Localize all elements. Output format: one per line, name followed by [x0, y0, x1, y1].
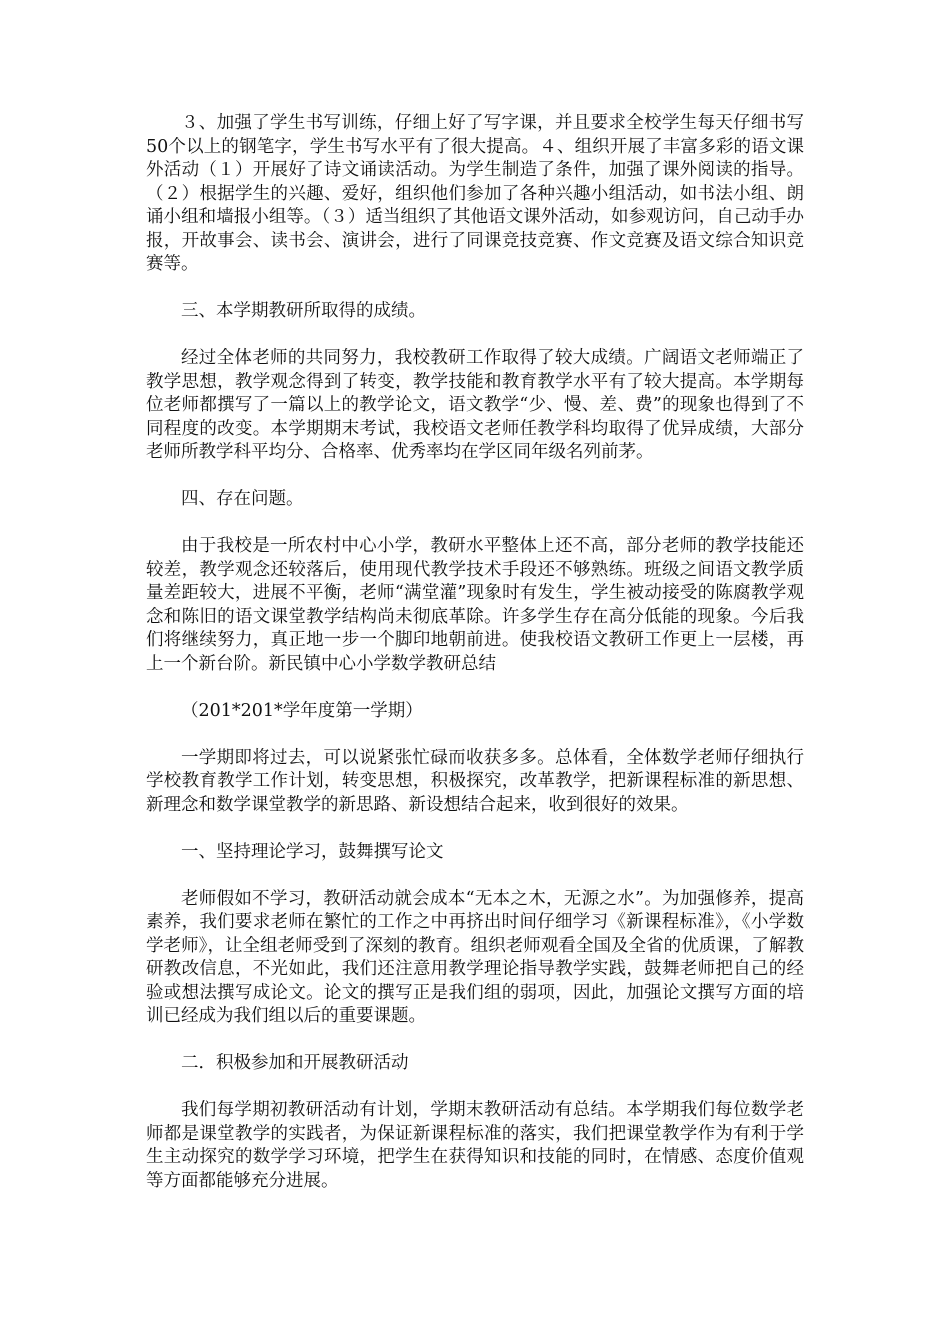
paragraph-theory-study: 老师假如不学习，教研活动就会成本“无本之木，无源之水”。为加强修养，提高素养，我们要求老师在繁忙的工作之中再挤出时间仔细学习《新课程标准》，《小学数学老师》，让全组老师受到了深刻的教育。组织老师观看全国及全省的优质课，了解教研教改信息，不光如此，我们还注意用教学理论指导教学实践，鼓舞老师把自己的经验或想法撰写成论文。论文的撰写正是我们组的弱项，因此，加强论文撰写方面的培训已经成为我们组以后的重要课题。: [146, 888, 804, 1026]
paragraph-writing-training: ３、加强了学生书写训练，仔细上好了写字课，并且要求全校学生每天仔细书写50个以上的钢笔字，学生书写水平有了很大提高。４、组织开展了丰富多彩的语文课外活动（１）开展好了诗文诵读活动。为学生制造了条件，加强了课外阅读的指导。（２）根据学生的兴趣、爱好，组织他们参加了各种兴趣小组活动，如书法小组、朗诵小组和墙报小组等。（３）适当组织了其他语文课外活动，如参观访问，自己动手办报，开故事会、读书会、演讲会，进行了同课竞技竞赛、作文竞赛及语文综合知识竞赛等。: [146, 113, 804, 274]
paragraph-math-summary: 一学期即将过去，可以说紧张忙碌而收获多多。总体看，全体数学老师仔细执行学校教育教学工作计划，转变思想，积极探究，改革教学，把新课程标准的新思想、新理念和数学课堂教学的新思路、新设想结合起来，收到很好的效果。: [146, 747, 804, 815]
section-heading-theory-study: 一、坚持理论学习，鼓舞撰写论文: [181, 841, 444, 862]
paragraph-problems: 由于我校是一所农村中心小学，教研水平整体上还不高，部分老师的教学技能还较差，教学观念还较落后，使用现代教学技术手段还不够熟练。班级之间语文教学质量差距较大，进展不平衡，老师“满堂灌”现象时有发生，学生被动接受的陈腐教学观念和陈旧的语文课堂教学结构尚未彻底革除。许多学生存在高分低能的现象。今后我们将继续努力，真正地一步一个脚印地朝前进。使我校语文教研工作更上一层楼，再上一个新台阶。新民镇中心小学数学教研总结: [146, 536, 804, 674]
paragraph-research-activities: 我们每学期初教研活动有计划，学期末教研活动有总结。本学期我们每位数学老师都是课堂教学的实践者，为保证新课程标准的落实，我们把课堂教学作为有利于学生主动探究的数学学习环境，把学生在获得知识和技能的同时，在情感、态度价值观等方面都能够充分进展。: [146, 1100, 804, 1191]
section-heading-problems: 四、存在问题。: [181, 489, 304, 509]
document-page: [146, 112, 804, 1217]
term-subtitle: （201*201*学年度第一学期）: [181, 700, 423, 721]
section-heading-achievements: 三、本学期教研所取得的成绩。: [181, 301, 426, 321]
section-heading-research-activities: 二．积极参加和开展教研活动: [181, 1053, 409, 1073]
paragraph-achievements: 经过全体老师的共同努力，我校教研工作取得了较大成绩。广阔语文老师端正了教学思想，教学观念得到了转变，教学技能和教育教学水平有了较大提高。本学期每位老师都撰写了一篇以上的教学论文，语文教学“少、慢、差、费”的现象也得到了不同程度的改变。本学期期末考试，我校语文老师任教学科均取得了优异成绩，大部分老师所教学科平均分、合格率、优秀率均在学区同年级名列前茅。: [146, 348, 804, 462]
